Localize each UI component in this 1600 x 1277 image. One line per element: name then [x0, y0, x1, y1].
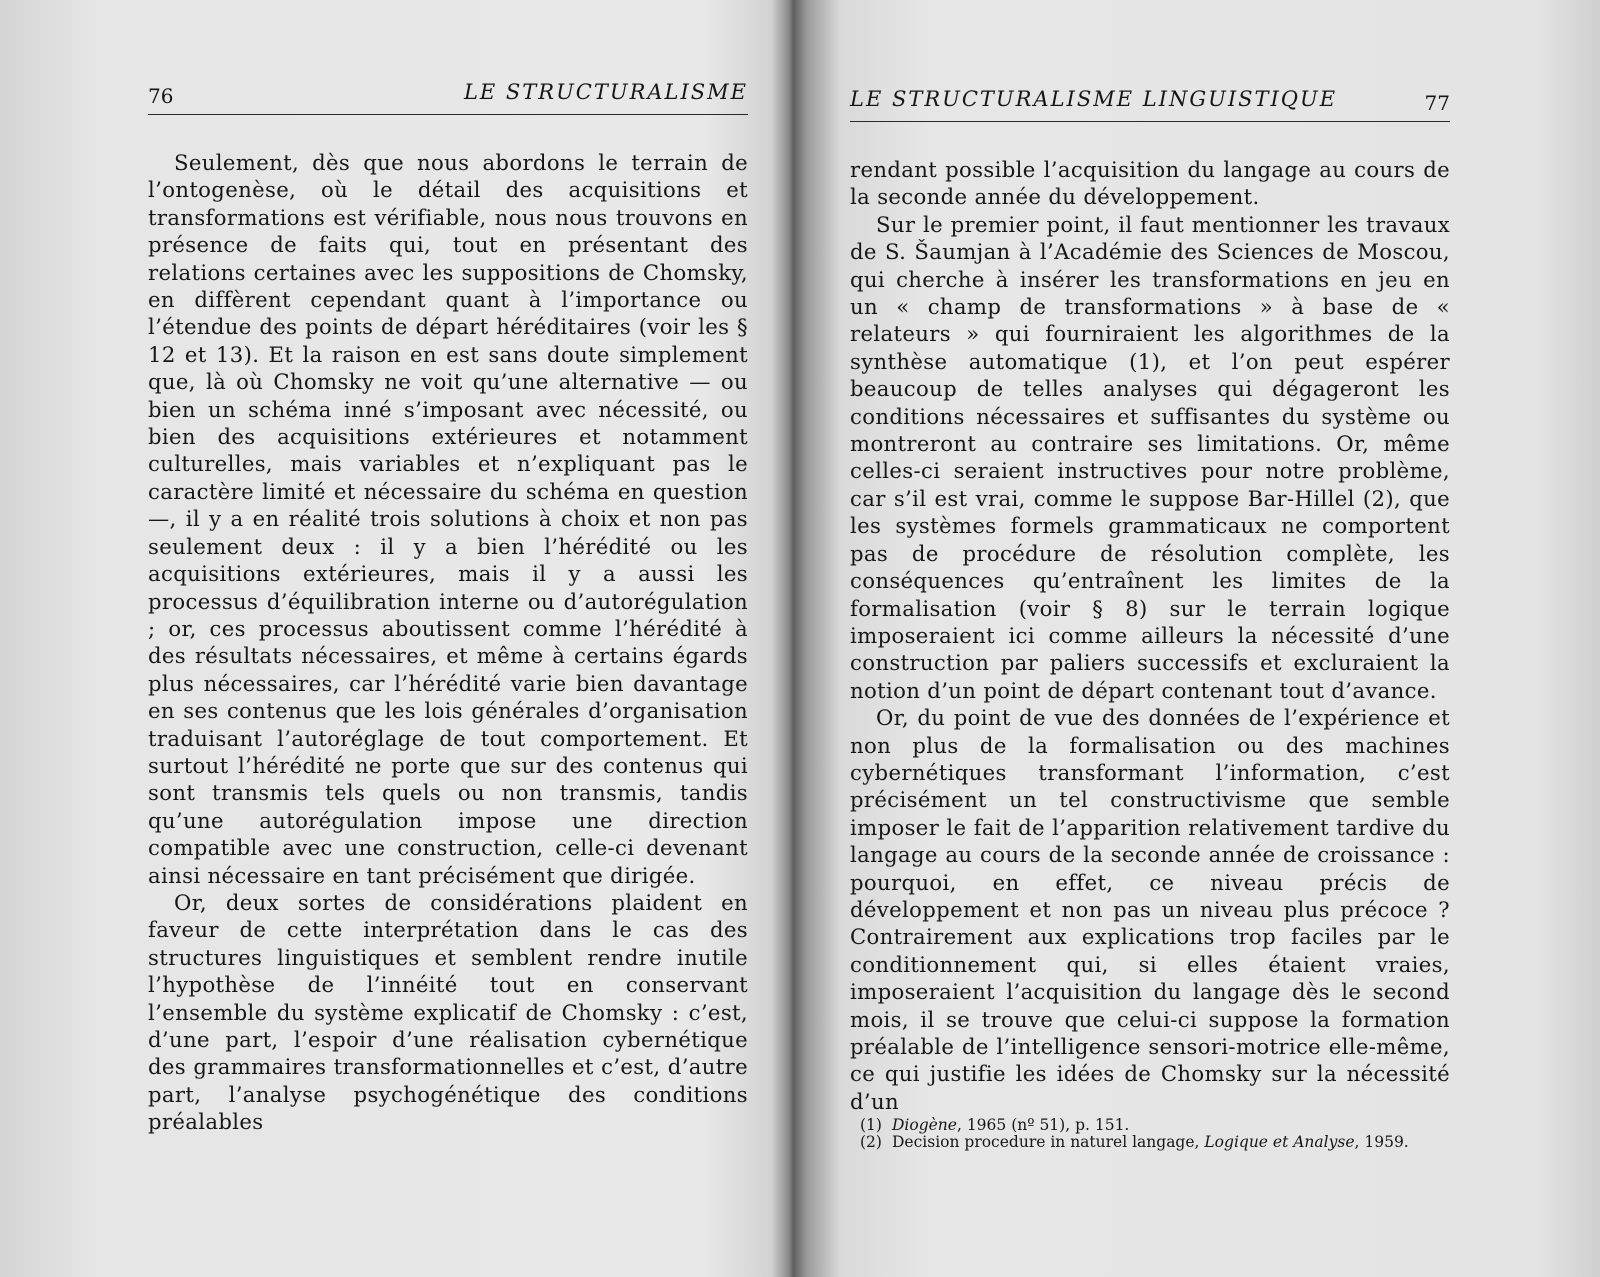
footnote-text	[892, 1134, 1409, 1151]
running-title: LE STRUCTURALISME	[463, 80, 748, 104]
running-head-right	[850, 85, 1450, 122]
paragraph: Or, du point de vue des données de l’expérience et non plus de la formalisation ou des machines cybernétiques transformant l’information, c’est précisément un tel constructivisme que semble imposer le fait de l’apparition relativement tardive du langage au cours de la seconde année de croissance : pourquoi, en effet, ce niveau précis de développement et non pas un niveau plus précoce ? Contrairement aux explications trop faciles par le conditionnement qui, si elles étaient vraies, imposeraient l’acquisition du langage dès le second mois, il se trouve que celui-ci suppose la formation préalable de l’intelligence sensori-motrice elle-même, ce qui justifie les idées de Chomsky sur la nécessité d’un	[850, 705, 1450, 1114]
right-page	[800, 0, 1600, 1277]
paragraph: Sur le premier point, il faut mentionner les travaux de S. Šaumjan à l’Académie des Sciences de Moscou, qui cherche à insérer les transformations en jeu en un « champ de transformations » à base de « relateurs » qui fourniraient les algorithmes de la synthèse automatique (1), et l’on peut espérer beaucoup de telles analyses qui dégageront les conditions nécessaires et suffisantes du système ou montreront au contraire ses limitations. Or, même celles-ci seraient instructives pour notre problème, car s’il est vrai, comme le suppose Bar-Hillel (2), que les systèmes formels grammaticaux ne comportent pas de procédure de résolution complète, les conséquences qu’entraînent les limites de la formalisation (voir § 8) sur le terrain logique imposeraient ici comme ailleurs la nécessité d’une construction par paliers successifs et excluraient la notion d’un point de départ contenant tout d’avance.	[850, 211, 1450, 703]
footnote-italic: Diogène	[892, 1116, 957, 1134]
running-title: LE STRUCTURALISME LINGUISTIQUE	[850, 87, 1338, 111]
page-number: 77	[1424, 91, 1450, 115]
paragraph: Or, deux sortes de considérations plaident en faveur de cette interprétation dans le cas des structures linguistiques et semblent rendre inutile l’hypothèse de l’innéité tout en conservant l’ensemble du système explicatif de Chomsky : c’est, d’une part, l’espoir d’une réalisation cybernétique des grammaires transformationnelles et c’est, d’autre part, l’analyse psychogénétique des conditions préalables	[148, 889, 748, 1135]
footnote-text	[892, 1117, 1129, 1134]
body-text-right	[850, 156, 1450, 1115]
footnote-rest: , 1965 (nº 51), p. 151.	[956, 1116, 1130, 1134]
paragraph: Seulement, dès que nous abordons le terrain de l’ontogenèse, où le détail des acquisitions et transformations est vérifiable, nous nous trouvons en présence de faits qui, tout en présentant des relations certaines avec les suppositions de Chomsky, en diffèrent cependant quant à l’importance ou l’étendue des points de départ héréditaires (voir les § 12 et 13). Et la raison en est sans doute simplement que, là où Chomsky ne voit qu’une alternative — ou bien un schéma inné s’imposant avec nécessité, ou bien des acquisitions extérieures et notamment culturelles, mais variables et n’expliquant pas le caractère limité et nécessaire du schéma en question —, il y a en réalité trois solutions à choix et non pas seulement deux : il y a bien l’hérédité ou les acquisitions extérieures, mais il y a aussi les processus d’équilibration interne ou d’autorégulation ; or, ces processus aboutissent comme l’hérédité à des résultats nécessaires, et même à certains égards plus nécessaires, car l’hérédité varie bien davantage en ses contenus que les lois générales d’organisation traduisant l’autoréglage de tout comportement. Et surtout l’hérédité ne porte que sur des contenus qui sont transmis tels quels ou non transmis, tandis qu’une autorégulation impose une direction compatible avec une construction, celle-ci devenant ainsi nécessaire en tant précisément que dirigée.	[148, 150, 748, 888]
footnote	[860, 1134, 1450, 1151]
footnote-rest: , 1959.	[1354, 1133, 1409, 1151]
footnote-number: (2)	[860, 1133, 882, 1151]
left-page	[0, 0, 790, 1277]
body-text-left	[148, 149, 748, 1136]
footnote	[860, 1117, 1450, 1134]
footnote-italic: Logique et Analyse	[1204, 1133, 1355, 1151]
page-number: 76	[148, 84, 174, 108]
running-head-left	[148, 78, 748, 115]
footnote-number: (1)	[860, 1116, 882, 1134]
footnote-lead: Decision procedure in naturel langage,	[892, 1133, 1205, 1151]
footnotes	[860, 1117, 1450, 1151]
paragraph-continuation: rendant possible l’acquisition du langage au cours de la seconde année du développement.	[850, 157, 1450, 210]
